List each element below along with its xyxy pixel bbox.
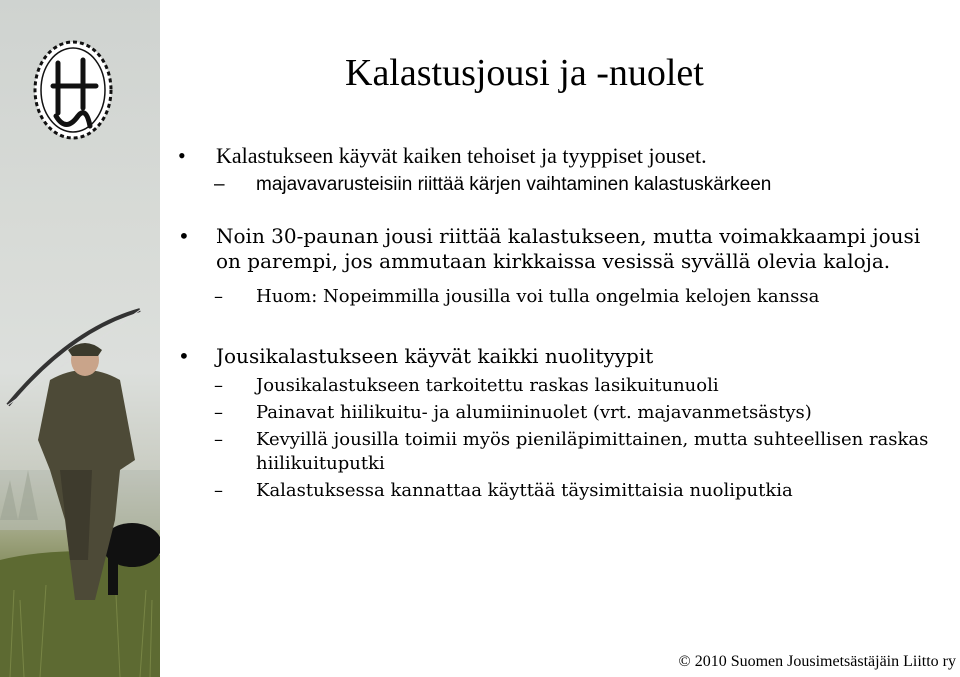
slide-title: Kalastusjousi ja -nuolet — [345, 52, 704, 94]
bullet-item — [178, 224, 948, 274]
bullet-marker: • — [178, 224, 190, 248]
sub-bullet-text: Painavat hiilikuitu- ja alumiininuolet (vrt. majavanmetsästys) — [256, 402, 812, 423]
sub-bullet-item — [178, 428, 948, 476]
sub-bullet-marker: – — [214, 375, 223, 396]
sub-bullet-text: Huom: Nopeimmilla jousilla voi tulla ongelmia kelojen kanssa — [256, 286, 820, 307]
slide-content — [178, 142, 948, 503]
sub-bullet-marker: – — [214, 174, 225, 195]
sub-bullet-item — [178, 401, 948, 425]
sidebar-photo — [0, 0, 160, 677]
bullet-marker: • — [178, 344, 190, 368]
sub-bullet-item — [178, 479, 948, 503]
bullet-item — [178, 142, 948, 169]
sub-bullet-text: Kalastuksessa kannattaa käyttää täysimittaisia nuoliputkia — [256, 480, 793, 501]
bullet-text: Kalastukseen käyvät kaiken tehoiset ja tyyppiset jouset. — [216, 143, 707, 168]
sub-bullet-item — [178, 374, 948, 398]
sub-bullet-text: Kevyillä jousilla toimii myös pieniläpimittainen, mutta suhteellisen raskas hiilikuituputki — [256, 429, 929, 474]
sub-bullet-marker: – — [214, 402, 223, 423]
sub-bullet-item — [178, 285, 948, 309]
association-logo-icon — [28, 38, 118, 148]
footer-copyright: © 2010 Suomen Jousimetsästäjäin Liitto ry — [678, 653, 956, 670]
sub-bullet-text: Jousikalastukseen tarkoitettu raskas lasikuitunuoli — [256, 375, 719, 396]
sub-bullet-marker: – — [214, 480, 223, 501]
bullet-item — [178, 344, 948, 369]
sub-bullet-marker: – — [214, 429, 223, 450]
sub-bullet-text: majavavarusteisiin riittää kärjen vaihtaminen kalastuskärkeen — [256, 174, 772, 195]
sub-bullet-item — [178, 173, 948, 197]
sub-bullet-marker: – — [214, 286, 223, 307]
bullet-text: Noin 30-paunan jousi riittää kalastukseen, mutta voimakkaampi jousi on parempi, jos ammutaan kirkkaissa vesissä syvällä olevia kaloja. — [216, 224, 921, 273]
bullet-marker: • — [178, 143, 186, 168]
bullet-text: Jousikalastukseen käyvät kaikki nuolityypit — [216, 344, 654, 368]
